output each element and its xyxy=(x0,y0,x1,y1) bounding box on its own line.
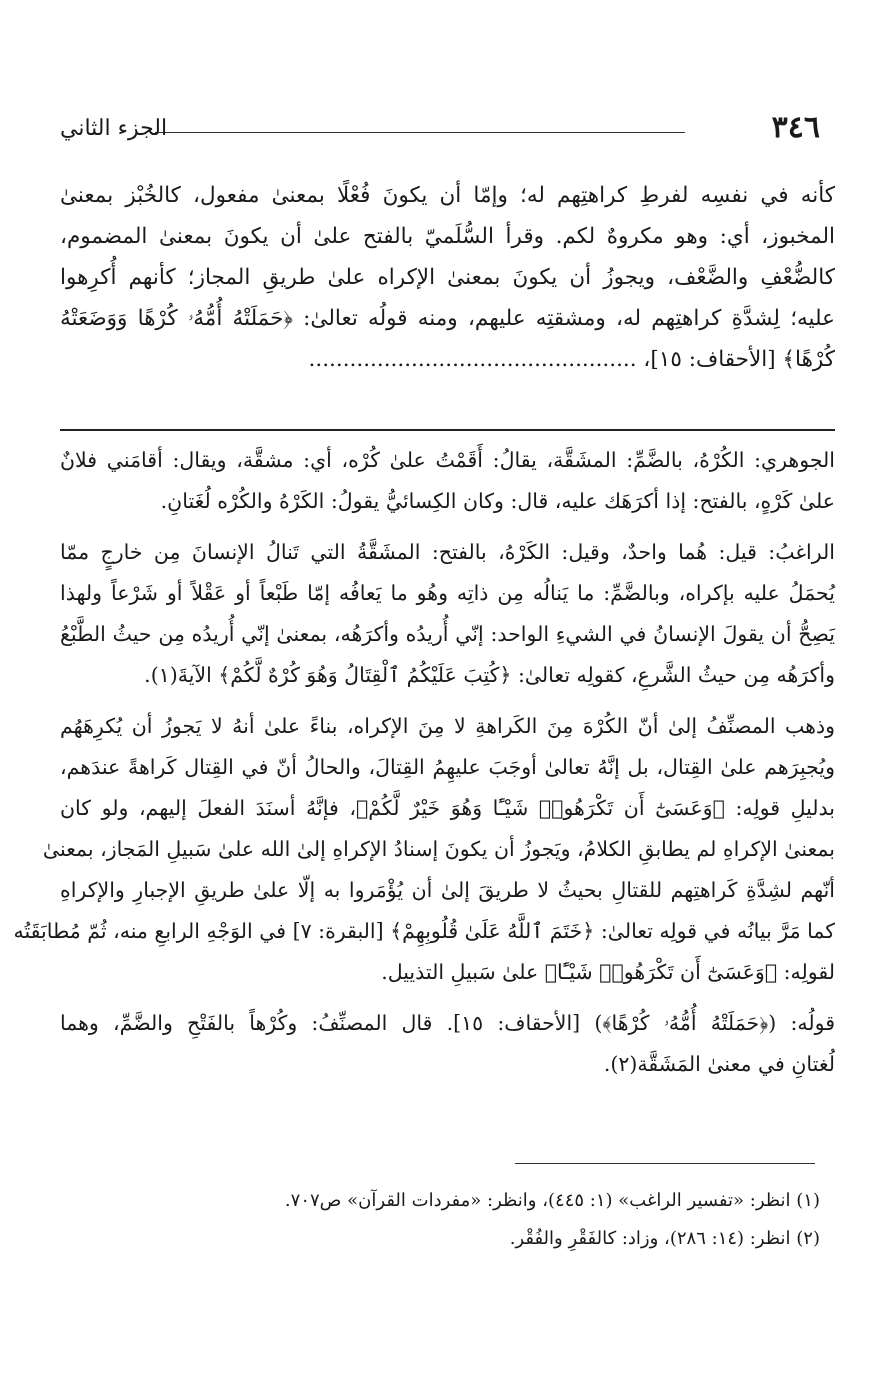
commentary-paragraph-qawluhu xyxy=(60,1003,835,1085)
commentary-line: يَصِحُّ أن يقولَ الإنسانُ في الشيءِ الواحد: إنّي أُريدُه وأكرَهُه، بمعنىٰ إنّي أُريدُه مِن حيثُ الطَّبْعُ xyxy=(60,622,835,646)
commentary-paragraph-raghib xyxy=(60,532,835,696)
commentary-line: كما مَرَّ بيانُه في قولِه تعالىٰ: ﴿خَتَمَ ٱللَّهُ عَلَىٰ قُلُوبِهِمْ﴾ [البقرة: ٧] في الوَجْهِ الرابعِ منه، ثُمّ مُطابَقَتُه xyxy=(13,919,835,943)
header-rule xyxy=(155,132,685,133)
page-number: ٣٤٦ xyxy=(771,110,820,145)
commentary-line: الراغبُ: قيل: هُما واحدٌ، وقيل: الكَرْهُ، بالفتح: المشَقَّةُ التي تَنالُ الإنسانَ مِن خارجٍ ممّا xyxy=(60,540,835,564)
commentary-line: علىٰ كَرْهٍ، بالفتح: إذا أكرَهَك عليه، قال: وكان الكِسائيُّ يقولُ: الكَرْهُ والكُرْه لُغَتانِ. xyxy=(160,489,835,513)
commentary-line: وأكرَهُه مِن حيثُ الشَّرعِ، كقولِه تعالىٰ: ﴿كُتِبَ عَلَيْكُمُ ٱلْقِتَالُ وَهُوَ كُرْهٌ لَّكُمْ﴾ الآيةَ(١). xyxy=(144,663,835,687)
main-text-line: كُرْهًا﴾ [الأحقاف: ١٥]، ................................................ xyxy=(308,347,835,372)
footnote-1: (١) انظر: «تفسير الراغب» (١: ٤٤٥)، وانظر: «مفردات القرآن» ص٧٠٧. xyxy=(284,1190,820,1211)
main-text-line: كالضُّعْفِ والضَّعْف، ويجوزُ أن يكونَ بمعنىٰ الإكراه علىٰ طريقِ المجاز؛ كأنهم أُكرِهوا xyxy=(60,265,835,290)
main-text xyxy=(60,175,835,380)
commentary-line: ويُجبِرَهم علىٰ القِتال، بل إنَّهُ تعالىٰ أوجَبَ عليهِمُ القِتالَ، والحالُ أنّ في القِتال كَراهةً عندَهم، xyxy=(60,755,835,779)
commentary-line: قولُه: (﴿حَمَلَتْهُ أُمُّهُۥ كُرْهًا﴾) [الأحقاف: ١٥]. قال المصنِّفُ: وكُرْهاً بالفَتْحِ والضَّمِّ، وهما xyxy=(60,1011,836,1035)
commentary-line: لقولِه: ﴿وَعَسَىٰٓ أَن تَكْرَهُوا۟ شَيْـًٔا﴾ علىٰ سَبيلِ التذييل. xyxy=(381,960,835,984)
footnotes xyxy=(200,1182,820,1258)
commentary-line: لُغتانِ في معنىٰ المَشَقَّة(٢). xyxy=(603,1052,835,1076)
footnote-separator xyxy=(515,1163,815,1164)
commentary xyxy=(13,440,836,1095)
footnote-2: (٢) انظر: (١٤: ٢٨٦)، وزاد: كالفَقْرِ والفُقْر. xyxy=(509,1228,820,1249)
commentary-line: بدليلِ قولِه: ﴿وَعَسَىٰٓ أَن تَكْرَهُوا۟ شَيْـًٔا وَهُوَ خَيْرٌ لَّكُمْ﴾، فإنَّهُ أسنَدَ الفعلَ إليهم، ولو كان xyxy=(60,796,835,820)
commentary-line: أنّهم لشِدَّةِ كَراهتِهم للقتالِ بحيثُ لا طريقَ إلىٰ أن يُؤْمَروا به إلّا علىٰ طريقِ الإجبارِ والإكراهِ xyxy=(60,878,835,902)
part-title: الجزء الثاني xyxy=(60,116,168,141)
commentary-line: الجوهري: الكُرْهُ، بالضَّمِّ: المشَقَّة، يقالُ: أَقَمْتُ علىٰ كُرْه، أي: مشقَّة، ويقال: أقامَني فلانٌ xyxy=(60,448,835,472)
main-text-line: المخبوز، أي: وهو مكروهٌ لكم. وقرأ السُّلَميّ بالفتح علىٰ أن يكونَ بمعنىٰ المضموم، xyxy=(60,224,835,249)
commentary-line: بمعنىٰ الإكراهِ لم يطابقِ الكلامُ، ويَجوزُ أن يكونَ إسنادُ الإكراهِ إلىٰ الله علىٰ سَبيلِ المَجاز، بمعنىٰ xyxy=(42,837,835,861)
commentary-line: وذهب المصنِّفُ إلىٰ أنّ الكُرْهَ مِنَ الكَراهةِ لا مِنَ الإكراه، بناءً علىٰ أنهُ لا يَجوزُ أن يُكرِهَهُم xyxy=(60,714,835,738)
commentary-paragraph-jawhari xyxy=(60,440,835,522)
page-header xyxy=(60,110,820,154)
commentary-separator xyxy=(60,429,835,431)
main-text-line: كأنه في نفسِه لفرطِ كراهتِهم له؛ وإمّا أن يكونَ فُعْلًا بمعنىٰ مفعول، كالخُبْز بمعنىٰ xyxy=(60,183,835,208)
commentary-line: يُحمَلُ عليه بإكراه، وبالضَّمِّ: ما يَنالُه مِن ذاتِه وهُو ما يَعافُه إمّا طَبْعاً أو عَقْلاً أو شَرْعاً ولهذا xyxy=(60,581,835,605)
main-text-line: عليه؛ لِشدَّةِ كراهتِهم له، ومشقتِه عليهم، ومنه قولُه تعالىٰ: ﴿حَمَلَتْهُ أُمُّهُۥ كُرْهًا وَوَضَعَتْهُ xyxy=(60,306,835,331)
commentary-paragraph-musannif xyxy=(13,706,835,993)
